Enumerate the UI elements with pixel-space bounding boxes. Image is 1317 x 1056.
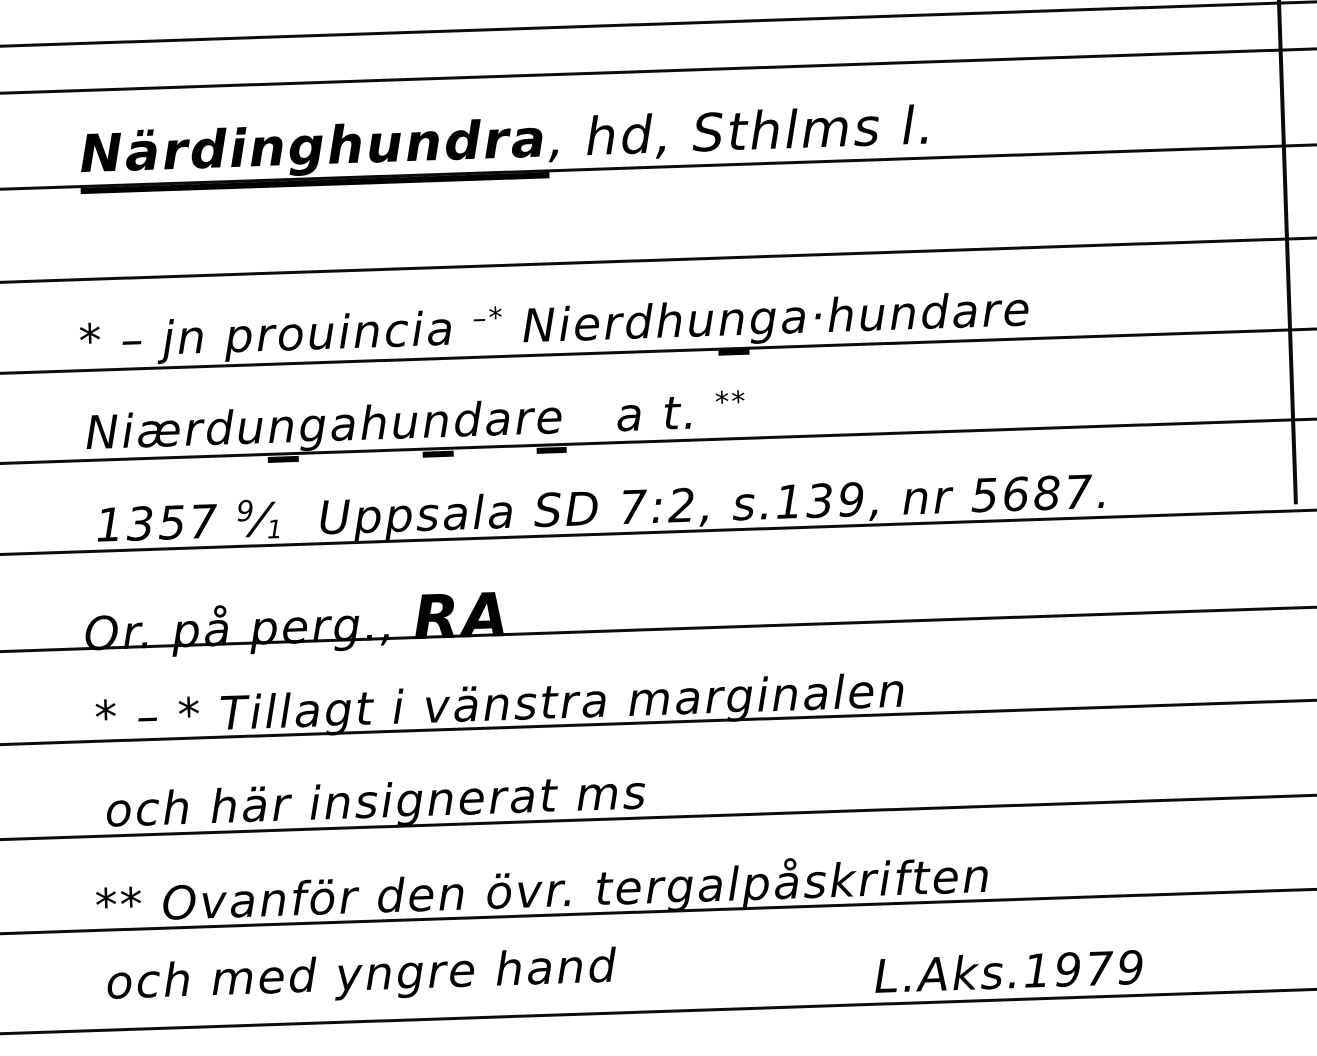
- footnote-1-line: * – * Tillagt i vänstra marginalen: [93, 663, 910, 745]
- ruled-line: [0, 0, 1317, 49]
- footnote-2-continuation-line: och med yngre hand: [104, 938, 620, 1010]
- ruled-line: [0, 232, 1317, 285]
- date-source-line: 1357 $^9$⁄1 Uppsala SD 7:2, s.139, nr 5687.: [94, 464, 1113, 553]
- ruled-line: [0, 43, 1317, 96]
- footnote-1-continuation-line: och här insignerat ms: [103, 765, 650, 838]
- footnote-2-line: ** Ovanför den övr. tergalpåskriften: [93, 848, 994, 934]
- right-margin-line: [1277, 0, 1298, 504]
- signature: L.Aks.1979: [872, 940, 1149, 1004]
- headword-line: Närdinghundra, hd, Sthlms l.: [79, 100, 937, 181]
- name-form-line: Niærdungahundare a t. **: [84, 388, 749, 456]
- original-parchment-line: Or. på perg., RA: [82, 580, 512, 662]
- source-quote-line: * – jn prouincia –* Nierdhunga·hundare: [77, 282, 1034, 369]
